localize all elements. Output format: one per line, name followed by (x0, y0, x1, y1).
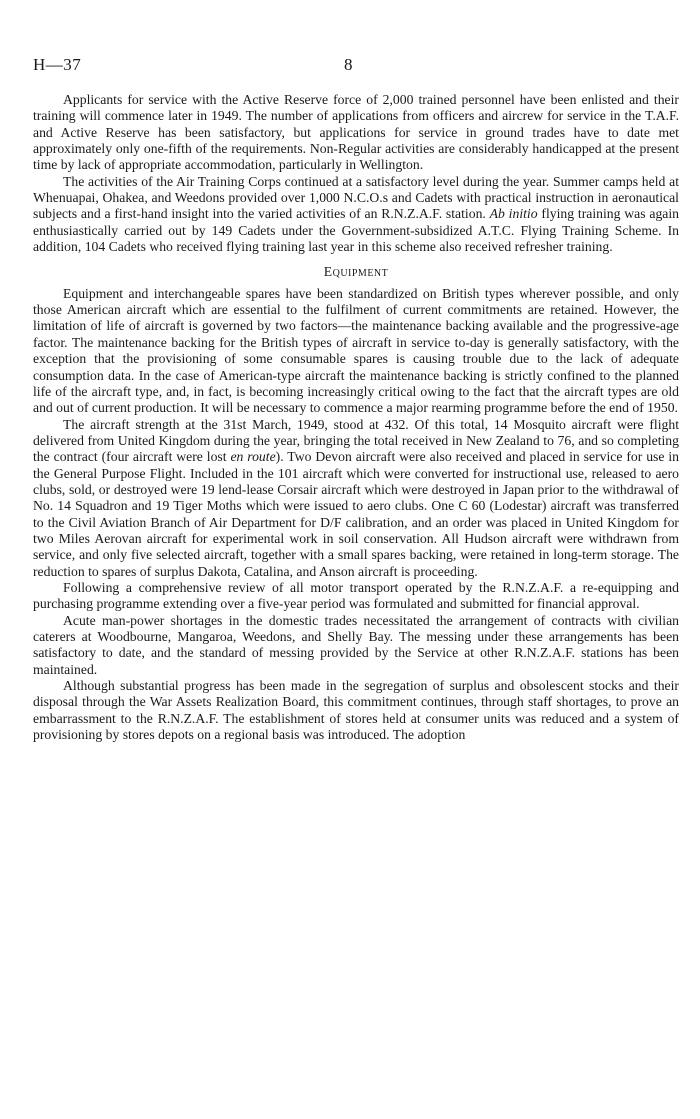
paragraph-text: The activities of the Air Training Corps continued at a satisfactory level during the year. Summer camps held at Whenuapai, Ohakea, and Weedons provided over 1,000 N.C.O.s and Cadets with practical instruction in aeronautical subjects and a first-hand insight into the varied activities of an R.N.Z.A.F. station. (33, 173, 679, 222)
page-header (33, 55, 679, 75)
paragraph-aircraft-strength (33, 417, 679, 580)
paragraph-air-training-corps (33, 174, 679, 256)
italic-term: Ab initio (489, 206, 538, 222)
paragraph-motor-transport: Following a comprehensive review of all motor transport operated by the R.N.Z.A.F. a re-equipping and purchasing programme extending over a five-year period was formulated and submitted for financial approval. (33, 579, 679, 612)
paragraph-text: The aircraft strength at the 31st March, 1949, stood at 432. Of this total, 14 Mosquito aircraft were flight delivered from United Kingdom during the year, bringing the total received in New Zealand to 76, and so completing the contract (four aircraft were lost (33, 416, 679, 465)
paragraph-surplus-stocks: Although substantial progress has been made in the segregation of surplus and obsolescent stocks and their disposal through the War Assets Realization Board, this commitment continues, through staff shortages, to prove an embarrassment to the R.N.Z.A.F. The establishment of stores held at consumer units was reduced and a system of provisioning by stores depots on a regional basis was introduced. The adoption (33, 678, 679, 743)
section-heading-equipment: Equipment (323, 264, 389, 280)
paragraph-equipment-standardization: Equipment and interchangeable spares have been standardized on British types wherever possible, and only those American aircraft which are essential to the fulfilment of current commitments are retained. However, the limitation of life of aircraft is governed by two factors—the maintenance backing available and the progressive-age factor. The maintenance backing for the British types of aircraft in service to-day is generally satisfactory, with the exception that the provisioning of some consumable spares is causing trouble due to the lack of adequate consumption data. In the case of American-type aircraft the maintenance backing is strictly confined to the planned life of the aircraft type, and, in fact, is becoming increasingly critical owing to the fact that the aircraft types are old and out of current production. It will be necessary to commence a major rearming programme before the end of 1950. (33, 285, 679, 416)
paragraph-text: ). Two Devon aircraft were also received and placed in service for use in the General Purpose Flight. Included in the 101 aircraft which were converted for instructional use, released to aero clubs, sold, or destroyed were 19 lend-lease Corsair aircraft which were destroyed in Japan prior to the withdrawal of No. 14 Squadron and 19 Tiger Moths which were issued to aero clubs. One C 60 (Lodestar) aircraft was transferred to the Civil Aviation Branch of Air Department for D/F calibration, and an order was placed in United Kingdom for two Miles Aerovan aircraft for experimental work in soil conservation. All Hudson aircraft were withdrawn from service, and only five selected aircraft, together with a small spares backing, were retained in long-term storage. The reduction to spares of surplus Dakota, Catalina, and Anson aircraft is proceeding. (33, 449, 679, 579)
paragraph-text: flying training was again enthusiastically carried out by 149 Cadets under the Government-subsidized A.T.C. Flying Training Scheme. In addition, 104 Cadets who received flying training last year in this scheme also received refresher training. (33, 206, 680, 255)
italic-term: en route (230, 449, 276, 465)
paragraph-active-reserve: Applicants for service with the Active Reserve force of 2,000 trained personnel have been enlisted and their training will commence later in 1949. The number of applications from officers and aircrew for service in the T.A.F. and Active Reserve has been satisfactory, but applications for service in ground trades have to date met approximately only one-fifth of the requirements. Non-Regular activities are considerably handicapped at the present time by lack of appropriate accommodation, particularly in Wellington. (33, 92, 679, 173)
document-reference: H—37 (33, 55, 82, 74)
paragraph-domestic-trades: Acute man-power shortages in the domestic trades necessitated the arrangement of contracts with civilian caterers at Woodbourne, Mangaroa, Weedons, and Shelly Bay. The messing under these arrangements has been satisfactory to date, and the standard of messing provided by the Service at other R.N.Z.A.F. stations has been maintained. (33, 612, 679, 677)
page-number: 8 (344, 55, 353, 74)
page-body (33, 92, 679, 743)
